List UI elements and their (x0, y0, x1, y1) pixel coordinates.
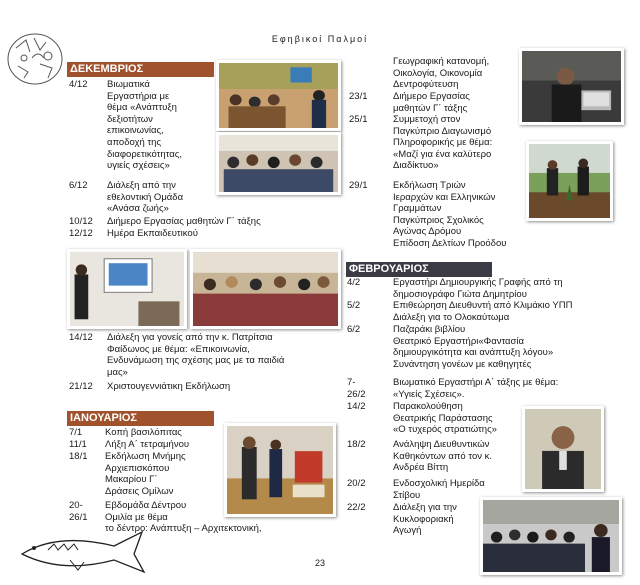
event-text: Διήμερο Εργασίας μαθητών Γ΄ τάξης (107, 216, 261, 227)
event-text: Γεωγραφική κατανομή, Οικολογία, Οικονομία Δεντροφύτευση (393, 56, 490, 91)
event-date: 14/12 (69, 332, 93, 343)
event-date: 18/1 (69, 451, 88, 462)
photo-volunteer-talk (216, 132, 341, 195)
event-date: 10/12 (69, 216, 93, 227)
event-date: 5/2 (347, 300, 361, 311)
event-date: 12/12 (69, 228, 93, 239)
event-text: Ενδοσχολική Ημερίδα Στίβου (393, 478, 485, 501)
event-date: 29/1 (349, 180, 368, 191)
photo-parents-lecture-right (190, 249, 341, 329)
event-text: Συμμετοχή στον Παγκύπριο Διαγωνισμό Πληροφορικής με θέμα: «Μαζί για ένα καλύτερο Διαδίκτυο» (393, 114, 493, 172)
event-text: Ανάληψη Διευθυντικών Καθηκόντων από τον κ. Ανδρέα Βίττη (393, 439, 493, 474)
event-text: Διάλεξη από την εθελοντική Ομάδα «Ανάσα ζωής» (107, 180, 184, 215)
event-text: Ημέρα Εκπαιδευτικού (107, 228, 198, 239)
month-bar-february: ΦΕΒΡΟΥΑΡΙΟΣ (346, 262, 492, 277)
event-date: 4/2 (347, 277, 361, 288)
photo-makarios-ceremony (224, 423, 336, 517)
event-date: 20-26/1 (69, 500, 88, 523)
event-text: Διήμερο Εργασίας μαθητών Γ΄ τάξης (393, 91, 470, 114)
event-text: Εκδήλωση Μνήμης Αρχιεπισκόπου Μακαρίου Γ΄ Δράσεις Ομίλων (105, 451, 186, 497)
event-date: 23/1 (349, 91, 368, 102)
doodle-drawing-icon (4, 28, 66, 90)
event-text: Εκδήλωση Τριών Ιεραρχών και Ελληνικών Γραμμάτων Παγκύπριος Σχολικός Αγώνας Δρόμου Επίδοση Δελτίων Προόδου (393, 180, 507, 249)
event-date: 22/2 (347, 502, 366, 513)
event-date: 14/2 (347, 401, 366, 412)
event-text: Διάλεξη για την Κυκλοφοριακή Αγωγή (393, 502, 457, 537)
event-text: Παζαράκι βιβλίου Θεατρικό Εργαστήρι«Φαντασία δημιουργικότητα και ανάπτυξη λόγου» Συνάντηση γονέων με καθηγητές (393, 324, 554, 370)
event-text: Χριστουγεννιάτικη Εκδήλωση (107, 381, 231, 392)
magazine-title: Εφηβικοί Παλμοί (271, 34, 369, 44)
event-text: Εβδομάδα Δέντρου Ομιλία με θέμα το δέντρο: Ανάπτυξη – Αρχιτεκτονική, (105, 500, 262, 535)
page-number: 23 (314, 558, 325, 568)
photo-parents-lecture-left (67, 249, 187, 329)
event-text: Παρακολούθηση Θεατρικής Παράστασης «Ο τυχερός στρατιώτης» (393, 401, 497, 436)
event-date: 18/2 (347, 439, 366, 450)
event-text: Βιωματικά Εργαστήρια με θέμα «Ανάπτυξη δεξιοτήτων επικοινωνίας, αποδοχή της διαφορετικότητας, υγιείς σχέσεις» (107, 79, 182, 172)
event-date: 4/12 (69, 79, 88, 90)
event-date: 7-26/2 (347, 377, 366, 400)
event-date: 7/1 (69, 427, 83, 438)
event-text: Εργαστήρι Δημιουργικής Γραφής από τη δημοσιογράφο Γιώτα Δημητρίου (393, 277, 563, 300)
event-text: Βιωματικό Εργαστήρι Α΄ τάξης με θέμα: «Υγιείς Σχέσεις». (393, 377, 559, 400)
photo-workshop-classroom (216, 60, 341, 131)
event-text: Λήξη Α΄ τετραμήνου (105, 439, 190, 450)
event-date: 20/2 (347, 478, 366, 489)
photo-new-director (522, 406, 604, 492)
month-bar-january: ΙΑΝΟΥΑΡΙΟΣ (67, 411, 214, 426)
photo-computer-competition (519, 48, 624, 125)
event-date: 21/12 (69, 381, 93, 392)
month-bar-december: ΔΕΚΕΜΒΡΙΟΣ (67, 62, 214, 77)
event-date: 11/1 (69, 439, 87, 450)
event-date: 6/12 (69, 180, 88, 191)
event-date: 6/2 (347, 324, 361, 335)
photo-tree-planting (526, 141, 613, 221)
event-text: Κοπή βασιλόπιτας (105, 427, 182, 438)
event-text: Διάλεξη για γονείς από την κ. Πατρίτσια Φαίδωνος με θέμα: «Επικοινωνία, Ενδυνάμωση της σχέσης μας με τα παιδιά μας» (107, 332, 285, 378)
event-text: Επιθεώρηση Διευθυντή από Κλιμάκιο ΥΠΠ Διάλεξη για το Ολοκαύτωμα (393, 300, 573, 323)
event-date: 25/1 (349, 114, 368, 125)
